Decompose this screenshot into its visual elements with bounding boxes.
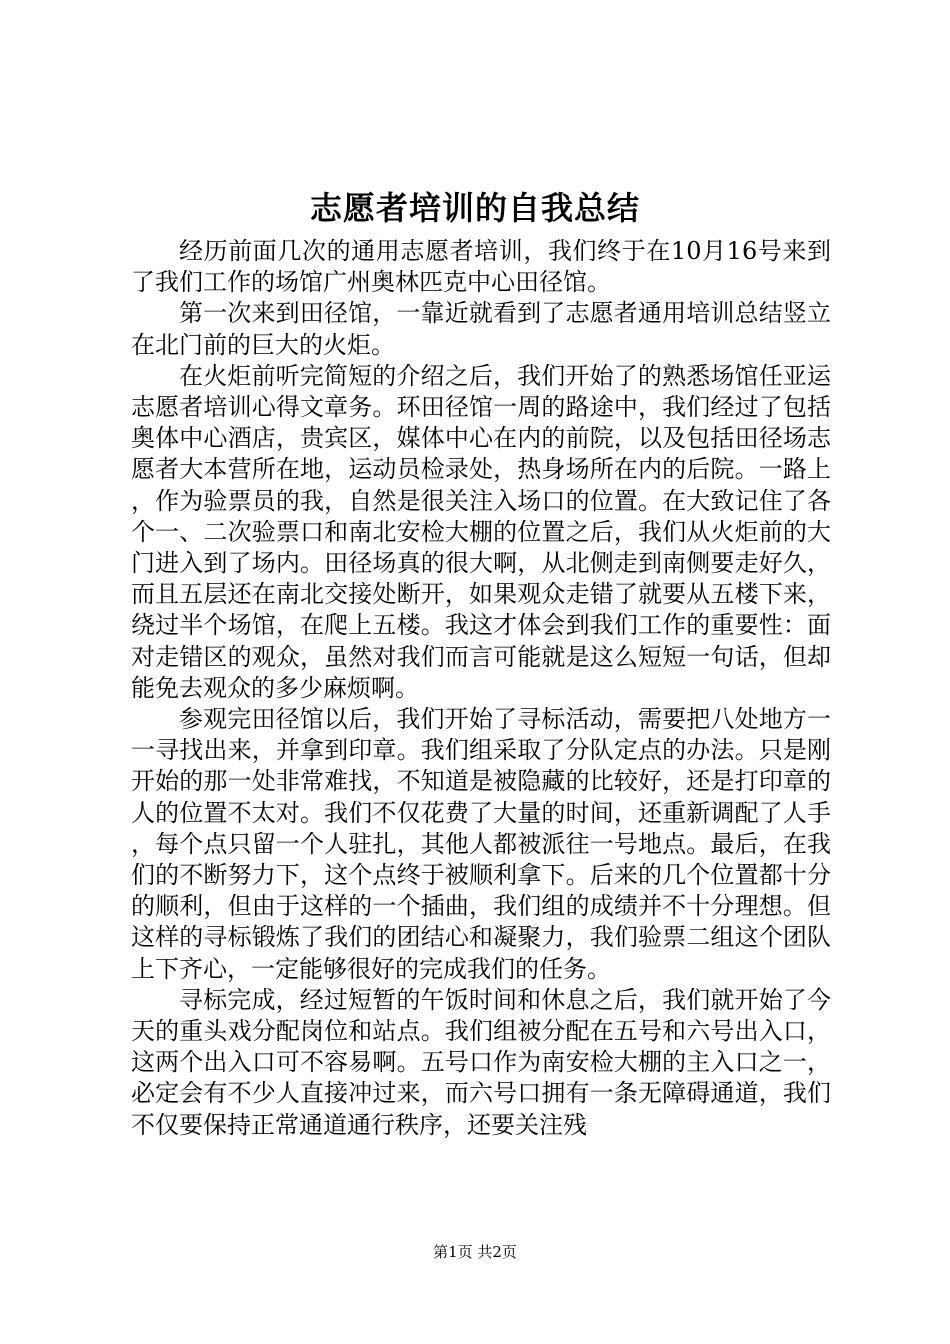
document-title: 志愿者培训的自我总结 [309, 189, 640, 227]
paragraph: 第一次来到田径馆，一靠近就看到了志愿者通用培训总结竖立在北门前的巨大的火炬。 [131, 299, 831, 359]
paragraph: 在火炬前听完简短的介绍之后，我们开始了的熟悉场馆任亚运志愿者培训心得文章务。环田径馆一周的路途中，我们经过了包括奥体中心酒店，贵宾区，媒体中心在内的前院，以及包括田径场志愿者大本营所在地，运动员检录处，热身场所在内的后院。一路上，作为验票员的我，自然是很关注入场口的位置。在大致记住了各个一、二次验票口和南北安检大棚的位置之后，我们从火炬前的大门进入到了场内。田径场真的很大啊，从北侧走到南侧要走好久，而且五层还在南北交接处断开，如果观众走错了就要从五楼下来，绕过半个场馆，在爬上五楼。我这才体会到我们工作的重要性：面对走错区的观众，虽然对我们而言可能就是这么短短一句话，但却能免去观众的多少麻烦啊。 [131, 361, 831, 702]
document-body [131, 236, 831, 1141]
paragraph: 经历前面几次的通用志愿者培训，我们终于在10月16号来到了我们工作的场馆广州奥林匹克中心田径馆。 [131, 237, 831, 297]
paragraph: 参观完田径馆以后，我们开始了寻标活动，需要把八处地方一一寻找出来，并拿到印章。我们组采取了分队定点的办法。只是刚开始的那一处非常难找，不知道是被隐藏的比较好，还是打印章的人的位置不太对。我们不仅花费了大量的时间，还重新调配了人手，每个点只留一个人驻扎，其他人都被派往一号地点。最后，在我们的不断努力下，这个点终于被顺利拿下。后来的几个位置都十分的顺利，但由于这样的一个插曲，我们组的成绩并不十分理想。但这样的寻标锻炼了我们的团结心和凝聚力，我们验票二组这个团队上下齐心，一定能够很好的完成我们的任务。 [131, 705, 831, 983]
page-number-footer: 第1页 共2页 [433, 1243, 517, 1261]
paragraph: 寻标完成，经过短暂的午饭时间和休息之后，我们就开始了今天的重头戏分配岗位和站点。我们组被分配在五号和六号出入口，这两个出入口可不容易啊。五号口作为南安检大棚的主入口之一，必定会有不少人直接冲过来，而六号口拥有一条无障碍通道，我们不仅要保持正常通道通行秩序，还要关注残 [131, 985, 831, 1139]
